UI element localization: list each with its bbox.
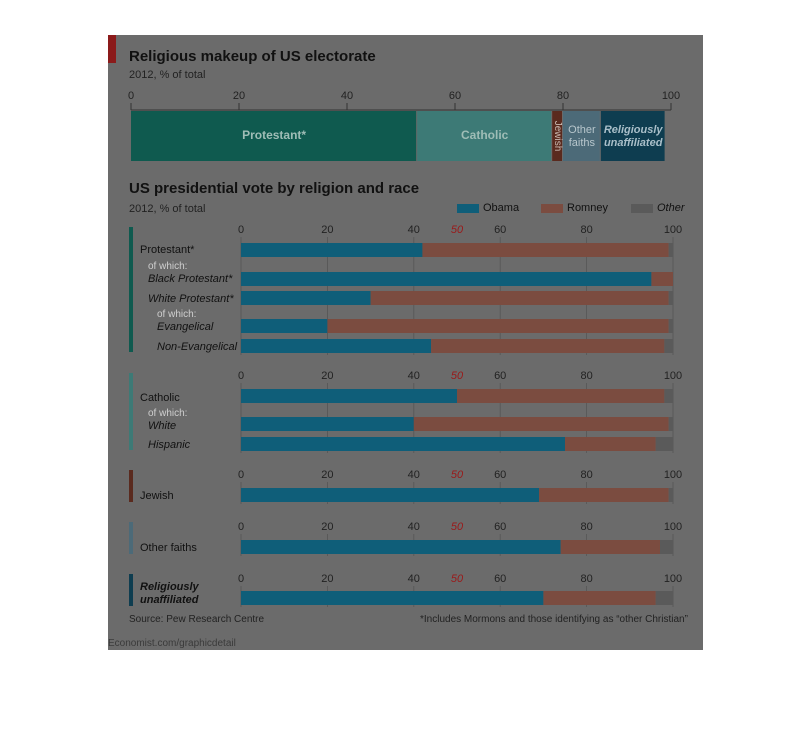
vote-bar-other bbox=[669, 488, 673, 502]
vote-bar-other bbox=[656, 591, 673, 605]
vote-row-label: White Protestant* bbox=[148, 293, 234, 305]
vote-row-label: White bbox=[148, 420, 177, 432]
vote-tick-label: 40 bbox=[407, 370, 420, 382]
vote-bar-romney bbox=[561, 540, 660, 554]
vote-bar-romney bbox=[543, 591, 655, 605]
vote-tick-label: 60 bbox=[494, 521, 507, 533]
vote-bar-obama bbox=[241, 488, 539, 502]
vote-tick-label: 100 bbox=[663, 521, 683, 533]
legend-romney-label: Romney bbox=[567, 202, 608, 214]
vote-tick-label: 40 bbox=[407, 224, 420, 236]
vote-title: US presidential vote by religion and race bbox=[129, 180, 420, 197]
vote-subgroup-label: of which: bbox=[148, 408, 188, 419]
makeup-segment-label: unaffiliated bbox=[603, 136, 663, 149]
vote-tick-label: 0 bbox=[237, 224, 245, 236]
vote-tick-label: 80 bbox=[580, 224, 593, 236]
makeup-tick-label: 60 bbox=[448, 90, 462, 102]
vote-bar-romney bbox=[422, 243, 668, 257]
vote-tick-label: 20 bbox=[321, 521, 334, 533]
vote-bar-romney bbox=[414, 417, 669, 431]
vote-bar-obama bbox=[241, 319, 327, 333]
vote-bar-romney bbox=[431, 339, 664, 353]
vote-subgroup-label: of which: bbox=[157, 309, 197, 320]
vote-bar-other bbox=[664, 389, 673, 403]
vote-tick-label: 0 bbox=[237, 573, 245, 585]
group-accent-bar bbox=[129, 522, 133, 554]
group-accent-bar bbox=[129, 574, 133, 606]
vote-row-label: unaffiliated bbox=[140, 594, 199, 606]
vote-bar-other bbox=[669, 417, 673, 431]
vote-tick-label: 80 bbox=[580, 573, 593, 585]
vote-bar-obama bbox=[241, 591, 543, 605]
vote-tick-label: 50 bbox=[450, 370, 464, 382]
vote-bar-other bbox=[660, 540, 673, 554]
vote-bar-obama bbox=[241, 339, 431, 353]
vote-tick-label: 50 bbox=[450, 521, 464, 533]
makeup-segment-label: Catholic bbox=[461, 128, 509, 143]
vote-tick-label: 100 bbox=[663, 573, 683, 585]
vote-tick-label: 20 bbox=[321, 370, 334, 382]
vote-tick-label: 0 bbox=[237, 521, 245, 533]
vote-bar-obama bbox=[241, 243, 422, 257]
vote-bar-obama bbox=[241, 389, 457, 403]
vote-row-label: Catholic bbox=[140, 392, 180, 404]
makeup-tick-label: 40 bbox=[340, 90, 354, 102]
vote-bar-other bbox=[664, 339, 673, 353]
vote-bar-romney bbox=[565, 437, 656, 451]
makeup-tick-label: 100 bbox=[661, 90, 681, 102]
source-note: Source: Pew Research Centre bbox=[129, 614, 265, 625]
group-accent-bar bbox=[129, 227, 133, 352]
vote-tick-label: 80 bbox=[580, 370, 593, 382]
vote-tick-label: 0 bbox=[237, 370, 245, 382]
makeup-title: Religious makeup of US electorate bbox=[129, 48, 376, 65]
vote-bar-romney bbox=[651, 272, 673, 286]
vote-bar-romney bbox=[539, 488, 669, 502]
vote-bar-obama bbox=[241, 291, 371, 305]
source-url: Economist.com/graphicdetail bbox=[108, 638, 236, 649]
vote-tick-label: 20 bbox=[321, 573, 334, 585]
vote-tick-label: 50 bbox=[450, 224, 464, 236]
makeup-subtitle: 2012, % of total bbox=[129, 69, 206, 81]
makeup-segment-label: Protestant* bbox=[242, 128, 307, 143]
makeup-tick-label: 20 bbox=[232, 90, 246, 102]
vote-bar-romney bbox=[371, 291, 669, 305]
vote-bar-other bbox=[669, 243, 673, 257]
vote-bar-obama bbox=[241, 437, 565, 451]
vote-tick-label: 40 bbox=[407, 469, 420, 481]
makeup-segment-label: faiths bbox=[568, 136, 596, 149]
footnote: *Includes Mormons and those identifying as “other Christian” bbox=[420, 614, 688, 625]
vote-tick-label: 40 bbox=[407, 573, 420, 585]
vote-row-label: Non-Evangelical bbox=[157, 341, 238, 353]
vote-tick-label: 80 bbox=[580, 469, 593, 481]
vote-tick-label: 100 bbox=[663, 469, 683, 481]
vote-tick-label: 20 bbox=[321, 224, 334, 236]
vote-tick-label: 40 bbox=[407, 521, 420, 533]
vote-row-label: Jewish bbox=[140, 490, 174, 502]
vote-bar-romney bbox=[327, 319, 668, 333]
vote-bar-other bbox=[669, 319, 673, 333]
vote-row-label: Evangelical bbox=[157, 321, 214, 333]
vote-tick-label: 60 bbox=[494, 469, 507, 481]
vote-tick-label: 50 bbox=[450, 573, 464, 585]
vote-row-label: Other faiths bbox=[140, 542, 197, 554]
makeup-segment-label: Jewish bbox=[551, 120, 563, 152]
vote-bar-obama bbox=[241, 272, 651, 286]
group-accent-bar bbox=[129, 373, 133, 450]
group-accent-bar bbox=[129, 470, 133, 502]
vote-bar-obama bbox=[241, 540, 561, 554]
makeup-tick-label: 0 bbox=[127, 90, 135, 102]
vote-tick-label: 60 bbox=[494, 224, 507, 236]
vote-row-label: Religiously bbox=[140, 581, 199, 593]
vote-tick-label: 50 bbox=[450, 469, 464, 481]
vote-row-label: Protestant* bbox=[140, 244, 195, 256]
vote-tick-label: 20 bbox=[321, 469, 334, 481]
legend-other-label: Other bbox=[657, 202, 685, 214]
vote-subgroup-label: of which: bbox=[148, 261, 188, 272]
vote-bar-romney bbox=[457, 389, 664, 403]
legend-obama-label: Obama bbox=[483, 202, 520, 214]
vote-tick-label: 0 bbox=[237, 469, 245, 481]
vote-tick-label: 100 bbox=[663, 370, 683, 382]
vote-tick-label: 60 bbox=[494, 370, 507, 382]
vote-subtitle: 2012, % of total bbox=[129, 203, 206, 215]
vote-tick-label: 100 bbox=[663, 224, 683, 236]
vote-tick-label: 80 bbox=[580, 521, 593, 533]
vote-tick-label: 60 bbox=[494, 573, 507, 585]
vote-row-label: Black Protestant* bbox=[148, 273, 233, 285]
vote-row-label: Hispanic bbox=[148, 439, 191, 451]
makeup-segment-label: Other bbox=[568, 123, 596, 136]
vote-bar-obama bbox=[241, 417, 414, 431]
vote-bar-other bbox=[656, 437, 673, 451]
makeup-tick-label: 80 bbox=[556, 90, 570, 102]
vote-bar-other bbox=[669, 291, 673, 305]
makeup-segment-label: Religiously bbox=[603, 123, 663, 136]
